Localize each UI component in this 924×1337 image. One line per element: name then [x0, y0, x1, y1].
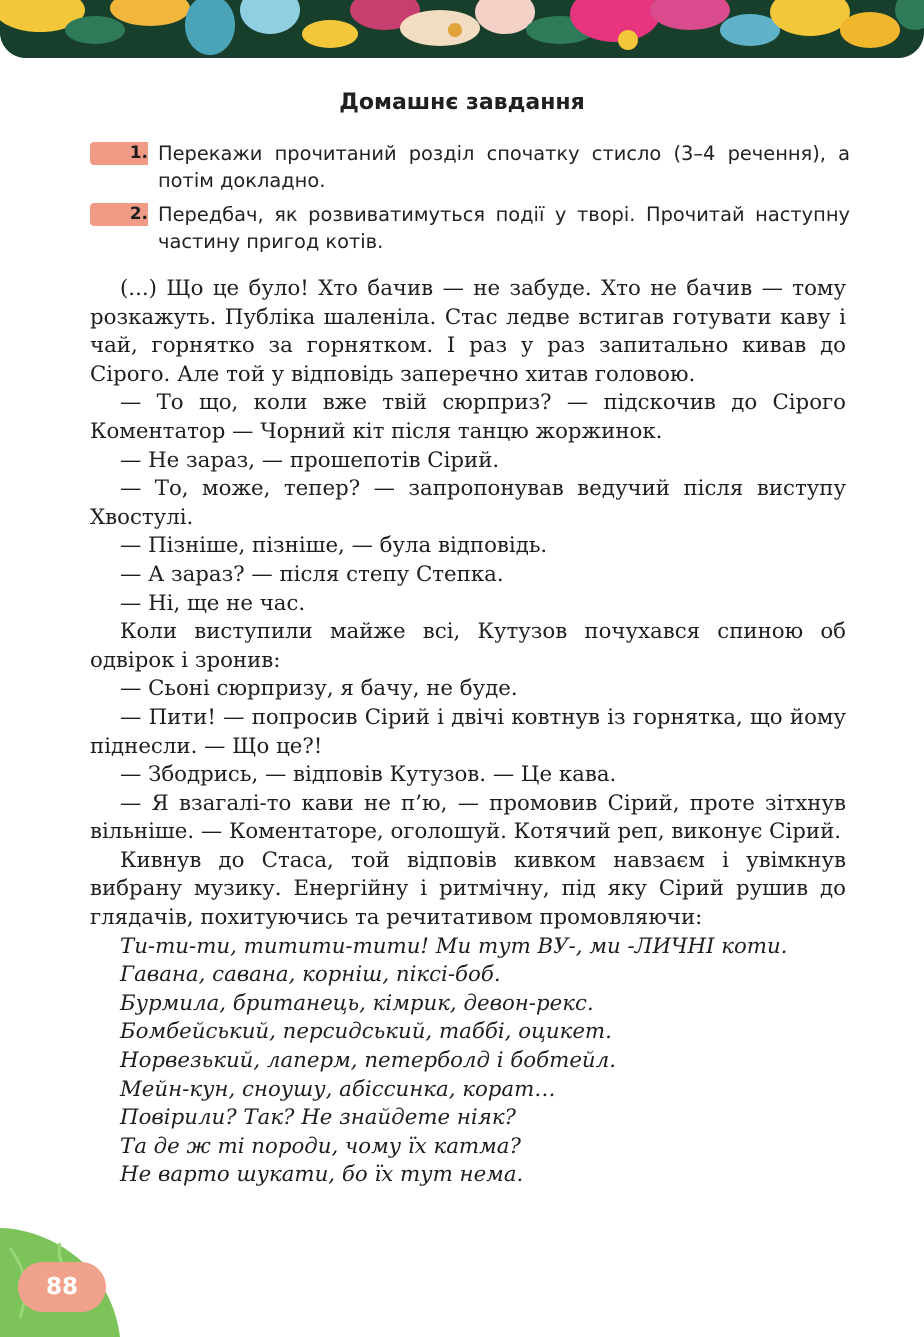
task-number-badge: 1. [90, 142, 148, 165]
task-item [90, 140, 850, 194]
task-number-badge: 2. [90, 203, 148, 226]
story-paragraph: Кивнув до Стаса, той відповів кивком навзаєм і увімкнув вибрану музику. Енергійну і ритмічну, під яку Сірий рушив до глядачів, похитуючись та речитативом промовляючи: [90, 847, 846, 931]
story-paragraph: — Пізніше, пізніше, — була відповідь. [120, 533, 548, 559]
story-paragraph: — Збодрись, — відповів Кутузов. — Це кава. [120, 762, 617, 788]
poem-line: Мейн-кун, сноушу, абіссинка, корат… [120, 1076, 556, 1102]
task-list [90, 140, 850, 262]
story-paragraph: — Пити! — попросив Сірий і двічі ковтнув із горнятка, що йому піднесли. — Що це?! [90, 704, 846, 759]
floral-banner [0, 0, 924, 58]
poem-line: Гавана, савана, корніш, піксі-боб. [120, 962, 501, 988]
story-paragraph: — А зараз? — після степу Степка. [120, 561, 504, 587]
page-number-badge: 88 [18, 1262, 106, 1312]
story-paragraph: — То, може, тепер? — запропонував ведучий після виступу Хвостулі. [90, 476, 846, 530]
homework-heading: Домашнє завдання [339, 90, 585, 115]
story-text [90, 275, 846, 1190]
task-item [90, 201, 850, 255]
task-text: Перекажи прочитаний розділ спочатку стисло (3–4 речення), а потім докладно. [158, 142, 850, 192]
story-paragraph: — Сьоні сюрпризу, я бачу, не буде. [120, 676, 518, 702]
poem-line: Бурмила, британець, кімрик, девон-рекс. [120, 990, 594, 1016]
story-paragraph: Коли виступили майже всі, Кутузов почухався спиною об одвірок і зронив: [90, 619, 846, 673]
poem-line: Ти-ти-ти, титити-тити! Ми тут ВУ-, ми -ЛИЧНІ коти. [120, 933, 788, 959]
story-paragraph: — То що, коли вже твій сюрприз? — підскочив до Сірого Коментатор — Чорний кіт після танцю жоржинок. [90, 390, 846, 444]
rap-poem [90, 933, 846, 1190]
story-paragraph: — Ні, ще не час. [120, 590, 306, 616]
poem-line: Не варто шукати, бо їх тут нема. [120, 1162, 524, 1188]
poem-line: Бомбейський, персидський, таббі, оцикет. [120, 1019, 612, 1045]
task-text: Передбач, як розвиватимуться події у творі. Прочитай наступну частину пригод котів. [158, 203, 850, 253]
story-paragraph: — Не зараз, — прошепотів Сірий. [120, 447, 500, 473]
poem-line: Повірили? Так? Не знайдете ніяк? [120, 1105, 516, 1131]
flower-illustration [0, 0, 924, 58]
poem-line: Та де ж ті породи, чому їх катма? [120, 1133, 521, 1159]
story-paragraph: — Я взагалі-то кави не п’ю, — промовив Сірий, проте зітхнув вільніше. — Коментаторе, оголошуй. Котячий реп, виконує Сірий. [90, 790, 846, 845]
story-paragraph: (...) Що це було! Хто бачив — не забуде. Хто не бачив — тому розкажуть. Публіка шаленіла. Стас ледве встигав готувати каву і чай, горнятко за горнятком. І раз у раз запитально кивав до Сірого. Але той у відповідь заперечно хитав головою. [90, 276, 846, 387]
poem-line: Норвезький, лаперм, петерболд і бобтейл. [120, 1048, 616, 1074]
